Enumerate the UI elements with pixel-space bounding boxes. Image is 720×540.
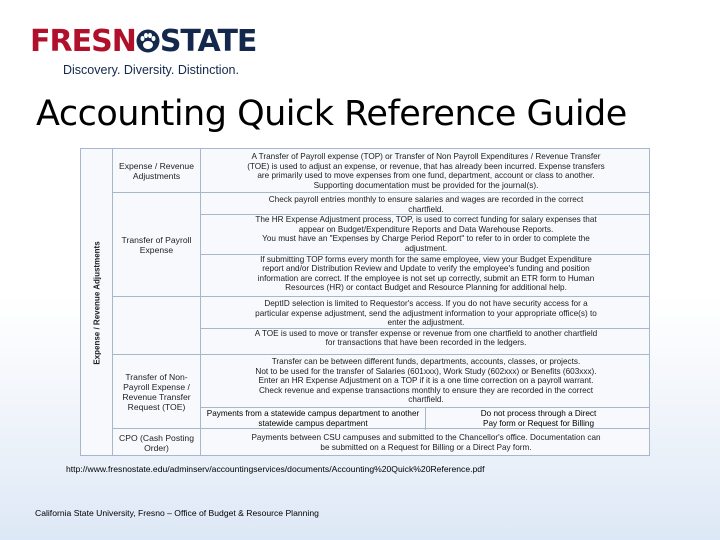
description-cell <box>201 357 650 405</box>
description-line: Payments from a statewide campus department to another <box>206 409 420 418</box>
description-line: Do not process through a Direct <box>480 409 597 418</box>
category-cell: Transfer of Payroll Expense <box>113 193 201 296</box>
side-label-cell <box>81 149 113 456</box>
description-cell <box>201 299 650 348</box>
footer-text: California State University, Fresno – Office of Budget & Resource Planning <box>35 508 319 518</box>
description-line: statewide campus department <box>258 418 368 428</box>
reference-table-image <box>80 148 650 456</box>
description-line: Check payroll entries monthly to ensure salaries and wages are recorded in the correct <box>268 195 584 204</box>
split-cell <box>201 407 650 430</box>
description-line: A TOE is used to move or transfer expense or revenue from one chartfield to another chartfield <box>201 328 650 339</box>
category-cell: Transfer of Non-Payroll Expense / Revenue Transfer Request (TOE) <box>113 355 201 428</box>
split-left-cell <box>201 408 426 430</box>
reference-table <box>113 149 650 456</box>
description-line: adjustment. <box>404 243 448 253</box>
description-line: Check revenue and expense transactions monthly to ensure they are recorded in the correct <box>258 385 594 395</box>
description-line: Payments between CSU campuses and submitted to the Chancellor's office. Documentation can <box>251 433 601 442</box>
description-line: information are correct. If the employee is not set up correctly, submit an ETR form to Human <box>257 273 595 283</box>
description-line: Resources (HR) or contact Budget and Resource Planning for additional help. <box>285 283 567 293</box>
table-row <box>113 297 650 355</box>
category-cell: CPO (Cash Posting Order) <box>113 429 201 456</box>
description-cell <box>201 433 650 452</box>
paw-icon <box>136 28 160 54</box>
description-line: are primarily used to move expenses from one fund, department, account or class to another. <box>257 171 595 181</box>
side-label: Expense / Revenue Adjustments <box>92 241 102 365</box>
description-cell <box>201 152 650 190</box>
description-line: The HR Expense Adjustment process, TOP, is used to correct funding for salary expenses that <box>201 214 650 225</box>
source-url: http://www.fresnostate.edu/adminserv/accountingservices/documents/Accounting%20Quick%20Reference.pdf <box>66 464 485 474</box>
description-line: for transactions that have been recorded in the ledgers. <box>325 338 527 348</box>
category-cell <box>113 297 201 354</box>
description-line: Not to be used for the transfer of Salaries (601xxx), Work Study (602xxx) or Benefits (603xxx). <box>255 366 597 376</box>
description-line: appear on Budget/Expenditure Reports and Data Warehouse Reports. <box>298 224 554 234</box>
logo-word-right: STATE <box>159 24 257 59</box>
description-cell <box>201 195 650 293</box>
logo-tagline: Discovery. Diversity. Distinction. <box>63 63 239 77</box>
category-cell: Expense / Revenue Adjustments <box>113 149 201 192</box>
description-line: Supporting documentation must be provided for the journal(s). <box>313 180 539 190</box>
description-line: If submitting TOP forms every month for the same employee, view your Budget Expenditure <box>201 254 650 265</box>
table-row <box>113 429 650 456</box>
page-title: Accounting Quick Reference Guide <box>36 94 627 134</box>
description-line: You must have an "Expenses by Charge Period Report" to refer to in order to complete the <box>262 234 590 244</box>
table-row <box>113 355 650 429</box>
description-line: Transfer can be between different funds, departments, accounts, classes, or projects. <box>271 357 581 366</box>
description-line: enter the adjustment. <box>387 318 465 328</box>
table-row <box>113 149 650 193</box>
description-line: chartfield. <box>408 204 444 214</box>
fresno-state-logo <box>30 24 270 80</box>
description-line: Enter an HR Expense Adjustment on a TOP if it is a one time correction on a payroll warrant. <box>258 376 594 386</box>
split-right-cell <box>426 408 650 430</box>
description-line: report and/or Distribution Review and Update to verify the employee's funding and position <box>262 264 590 274</box>
description-line: DeptID selection is limited to Requestor's access. If you do not have security access for a <box>264 299 588 308</box>
description-line: particular expense adjustment, send the adjustment information to your appropriate office(s) to <box>255 308 597 318</box>
description-line: be submitted on a Request for Billing or a Direct Pay form. <box>320 442 532 452</box>
logo-wordmark <box>30 24 256 60</box>
logo-word-left: FRESN <box>30 24 136 59</box>
description-line: chartfield. <box>408 395 444 405</box>
table-row <box>113 193 650 297</box>
description-line: (TOE) is used to adjust an expense, or revenue, that has already been incurred. Expense transfers <box>247 161 605 171</box>
description-line: Pay form or Request for Billing <box>482 418 595 428</box>
description-line: A Transfer of Payroll expense (TOP) or Transfer of Non Payroll Expenditures / Revenue Transfer <box>251 152 601 161</box>
